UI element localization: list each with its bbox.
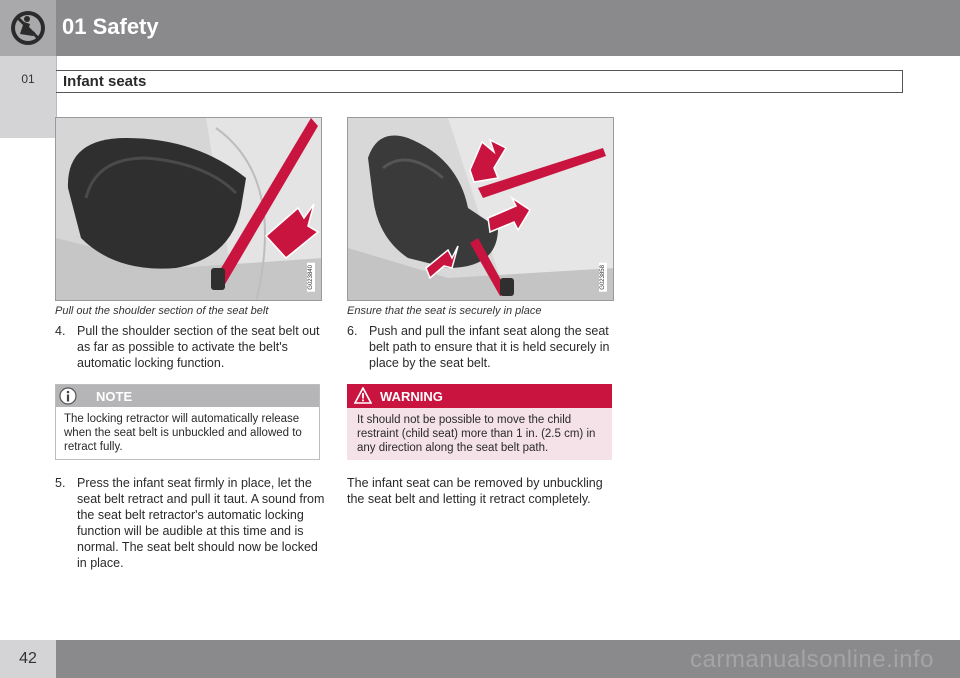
warning-triangle-icon bbox=[354, 387, 372, 405]
figure-caption: Ensure that the seat is securely in place bbox=[347, 305, 542, 317]
note-text: The locking retractor will automatically release when the seat belt is unbuckled and allowed to retract fully. bbox=[64, 413, 302, 453]
side-tab-label: 01 bbox=[21, 72, 35, 86]
warning-header bbox=[347, 384, 612, 408]
section-title-box bbox=[56, 70, 903, 93]
watermark: carmanualsonline.info bbox=[690, 646, 934, 673]
step-6 bbox=[347, 323, 615, 371]
seat-secure-illustration bbox=[348, 118, 614, 301]
warning-label: WARNING bbox=[380, 389, 443, 404]
no-airbag-icon bbox=[0, 0, 56, 56]
section-title: Infant seats bbox=[63, 73, 147, 90]
side-tab bbox=[0, 56, 57, 138]
step-text: Push and pull the infant seat along the seat belt path to ensure that it is held securely in place by the seat belt. bbox=[369, 324, 610, 370]
figure-code: G023858 bbox=[600, 265, 606, 290]
step-text: Press the infant seat firmly in place, let the seat belt retract and pull it taut. A sound from the seat belt retractor's automatic locking function will be audible at this time and is normal. The seat belt should now be locked in place. bbox=[77, 476, 325, 570]
warning-text: It should not be possible to move the child restraint (child seat) more than 1 in. (2.5 cm) in any direction along the seat belt path. bbox=[357, 414, 596, 454]
step-number: 4. bbox=[55, 324, 66, 338]
page-number: 42 bbox=[19, 650, 37, 667]
info-icon bbox=[59, 387, 77, 405]
removal-paragraph: The infant seat can be removed by unbuckling the seat belt and letting it retract completely. bbox=[347, 476, 603, 506]
step-text: Pull the shoulder section of the seat belt out as far as possible to activate the belt's automatic locking function. bbox=[77, 324, 320, 370]
figure-caption: Pull out the shoulder section of the seat belt bbox=[55, 305, 269, 317]
step-number: 6. bbox=[347, 324, 358, 338]
belt-pull-illustration bbox=[56, 118, 322, 301]
note-box bbox=[55, 384, 320, 460]
step-5 bbox=[55, 475, 325, 571]
figure-seat-secure bbox=[347, 117, 614, 301]
step-number: 5. bbox=[55, 476, 66, 490]
note-label: NOTE bbox=[96, 389, 133, 404]
warning-box bbox=[347, 384, 612, 460]
step-4 bbox=[55, 323, 325, 371]
chapter-title: 01 Safety bbox=[62, 14, 159, 39]
chapter-icon-box bbox=[0, 0, 56, 56]
header-bar bbox=[56, 0, 960, 56]
figure-code: G023840 bbox=[308, 265, 314, 290]
note-header bbox=[56, 385, 319, 407]
figure-belt-pull bbox=[55, 117, 322, 301]
